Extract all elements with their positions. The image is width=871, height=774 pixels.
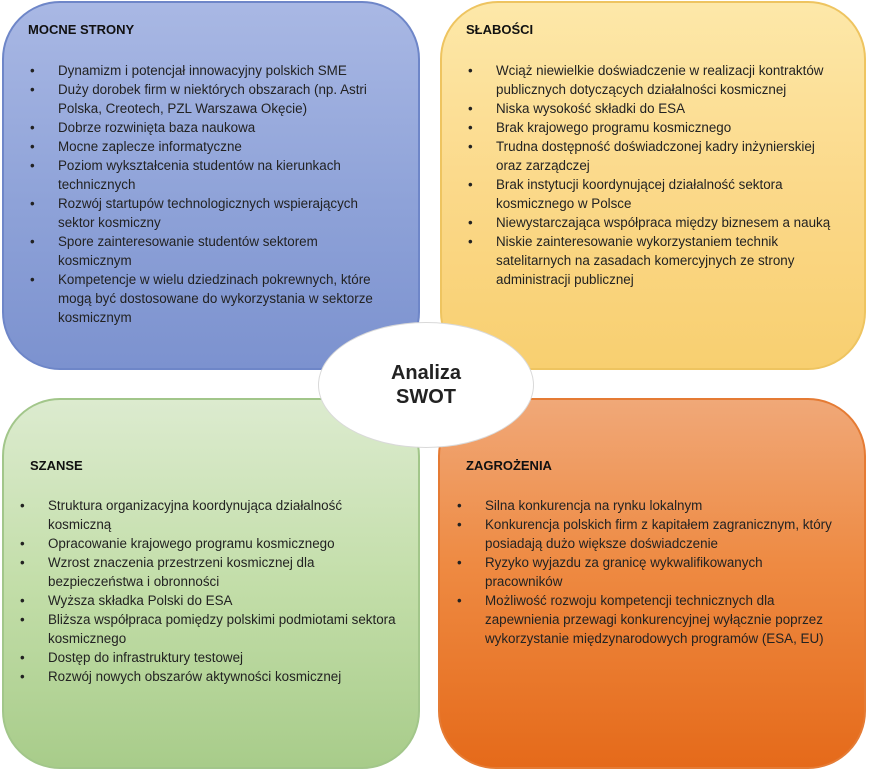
weaknesses-title: SŁABOŚCI (466, 22, 534, 37)
list-item: • Struktura organizacyjna koordynująca działalność kosmiczną (20, 496, 404, 534)
list-item: • Trudna dostępność doświadczonej kadry inżynierskiej oraz zarządczej (468, 137, 840, 175)
list-item: • Duży dorobek firm w niektórych obszarach (np. Astri Polska, Creotech, PZL Warszawa Okęcie) (30, 80, 392, 118)
list-item: • Brak krajowego programu kosmicznego (468, 118, 840, 137)
center-title-line2: SWOT (396, 386, 456, 408)
list-item: • Bliższa współpraca pomiędzy polskimi podmiotami sektora kosmicznego (20, 610, 404, 648)
list-item: • Rozwój startupów technologicznych wspierających sektor kosmiczny (30, 194, 392, 232)
weaknesses-list (468, 61, 840, 289)
center-ellipse (318, 322, 534, 448)
list-item: • Konkurencja polskich firm z kapitałem zagranicznym, który posiadają dużo większe doświadczenie (457, 515, 841, 553)
opportunities-title: SZANSE (30, 458, 83, 473)
list-item: • Spore zainteresowanie studentów sektorem kosmicznym (30, 232, 392, 270)
list-item: • Wyższa składka Polski do ESA (20, 591, 404, 610)
list-item: • Kompetencje w wielu dziedzinach pokrewnych, które mogą być dostosowane do wykorzystania w sektorze kosmicznym (30, 270, 392, 327)
list-item: • Niska wysokość składki do ESA (468, 99, 840, 118)
list-item: • Niewystarczająca współpraca między biznesem a nauką (468, 213, 840, 232)
opportunities-list (20, 496, 404, 686)
list-item: • Silna konkurencja na rynku lokalnym (457, 496, 841, 515)
list-item: • Rozwój nowych obszarów aktywności kosmicznej (20, 667, 404, 686)
threats-list (457, 496, 841, 648)
list-item: • Opracowanie krajowego programu kosmicznego (20, 534, 404, 553)
list-item: • Poziom wykształcenia studentów na kierunkach technicznych (30, 156, 392, 194)
list-item: • Dynamizm i potencjał innowacyjny polskich SME (30, 61, 392, 80)
list-item: • Możliwość rozwoju kompetencji technicznych dla zapewnienia przewagi konkurencyjnej wyłącznie poprzez wykorzystanie międzynarodowych programów (ESA, EU) (457, 591, 841, 648)
list-item: • Mocne zaplecze informatyczne (30, 137, 392, 156)
list-item: • Ryzyko wyjazdu za granicę wykwalifikowanych pracowników (457, 553, 841, 591)
strengths-list (30, 61, 392, 327)
list-item: • Niskie zainteresowanie wykorzystaniem technik satelitarnych na zasadach komercyjnych ze strony administracji publicznej (468, 232, 840, 289)
list-item: • Wciąż niewielkie doświadczenie w realizacji kontraktów publicznych dotyczących działalności kosmicznej (468, 61, 840, 99)
threats-title: ZAGROŻENIA (466, 458, 552, 473)
center-title-line1: Analiza (390, 362, 462, 384)
list-item: • Wzrost znaczenia przestrzeni kosmicznej dla bezpieczeństwa i obronności (20, 553, 404, 591)
strengths-title: MOCNE STRONY (28, 22, 135, 37)
list-item: • Dobrze rozwinięta baza naukowa (30, 118, 392, 137)
list-item: • Dostęp do infrastruktury testowej (20, 648, 404, 667)
list-item: • Brak instytucji koordynującej działalność sektora kosmicznego w Polsce (468, 175, 840, 213)
